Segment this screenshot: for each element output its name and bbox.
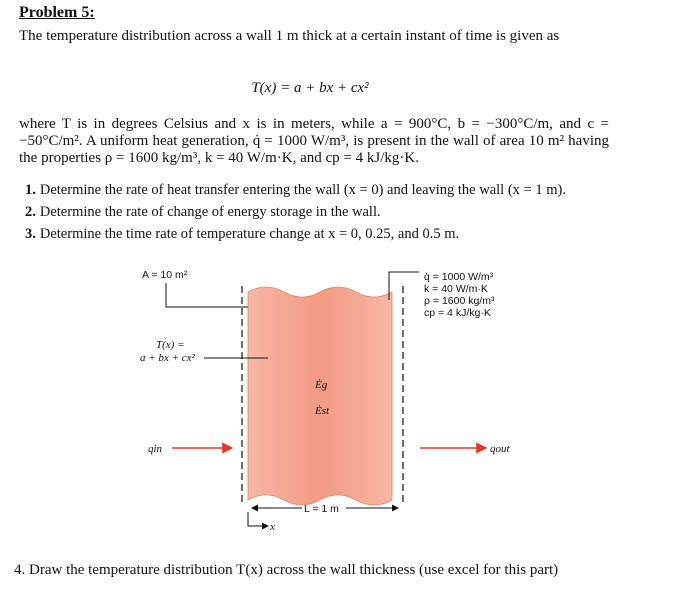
intro-text: The temperature distribution across a wall 1 m thick at a certain instant of time is given as (19, 28, 560, 44)
problem-description: where T is in degrees Celsius and x is in meters, while a = 900°C, b = −300°C/m, and c = −50°C/m². A uniform heat generation, q̇ = 1000 W/m³, is present in the wall of area 10 m² having the properties ρ = 1600 kg/m³, k = 40 W/m·K, and cp = 4 kJ/kg·K. (19, 116, 609, 166)
task-text: Determine the time rate of temperature change at x = 0, 0.25, and 0.5 m. (39, 226, 460, 242)
task-item (25, 223, 615, 245)
x-axis-arrow (248, 512, 268, 526)
property-cp: cp = 4 kJ/kg·K (424, 307, 491, 319)
energy-storage-label: Ėst (315, 405, 330, 417)
property-q-dot: q̇ = 1000 W/m³ (424, 271, 494, 283)
task-text: Determine the rate of change of energy storage in the wall. (39, 204, 381, 220)
wall-body (248, 287, 392, 505)
q-out-label: qout (490, 443, 510, 455)
temperature-label-line1: T(x) = (156, 339, 185, 351)
task-item (25, 179, 615, 201)
q-in-label: qin (148, 443, 163, 455)
task-number: 3. (25, 226, 36, 242)
area-label: A = 10 m² (142, 269, 188, 281)
problem-heading: Problem 5: (19, 4, 95, 21)
property-k: k = 40 W/m·K (424, 283, 488, 295)
task-list (25, 179, 615, 245)
properties-leader (389, 272, 419, 300)
property-rho: ρ = 1600 kg/m³ (424, 295, 495, 307)
task-text: Determine the rate of heat transfer entering the wall (x = 0) and leaving the wall (x = 1 m). (39, 182, 566, 198)
question-4: 4. Draw the temperature distribution T(x) across the wall thickness (use excel for this part) (14, 562, 559, 578)
task-item (25, 201, 615, 223)
task-number: 2. (25, 204, 36, 220)
x-axis-label: x (270, 521, 275, 533)
area-leader (166, 283, 248, 307)
energy-generation-label: Ėg (315, 379, 328, 391)
task-number: 1. (25, 182, 36, 198)
temperature-equation: T(x) = a + bx + cx² (251, 80, 369, 96)
temperature-label-line2: a + bx + cx² (140, 352, 195, 364)
thickness-label: L = 1 m (304, 503, 339, 515)
